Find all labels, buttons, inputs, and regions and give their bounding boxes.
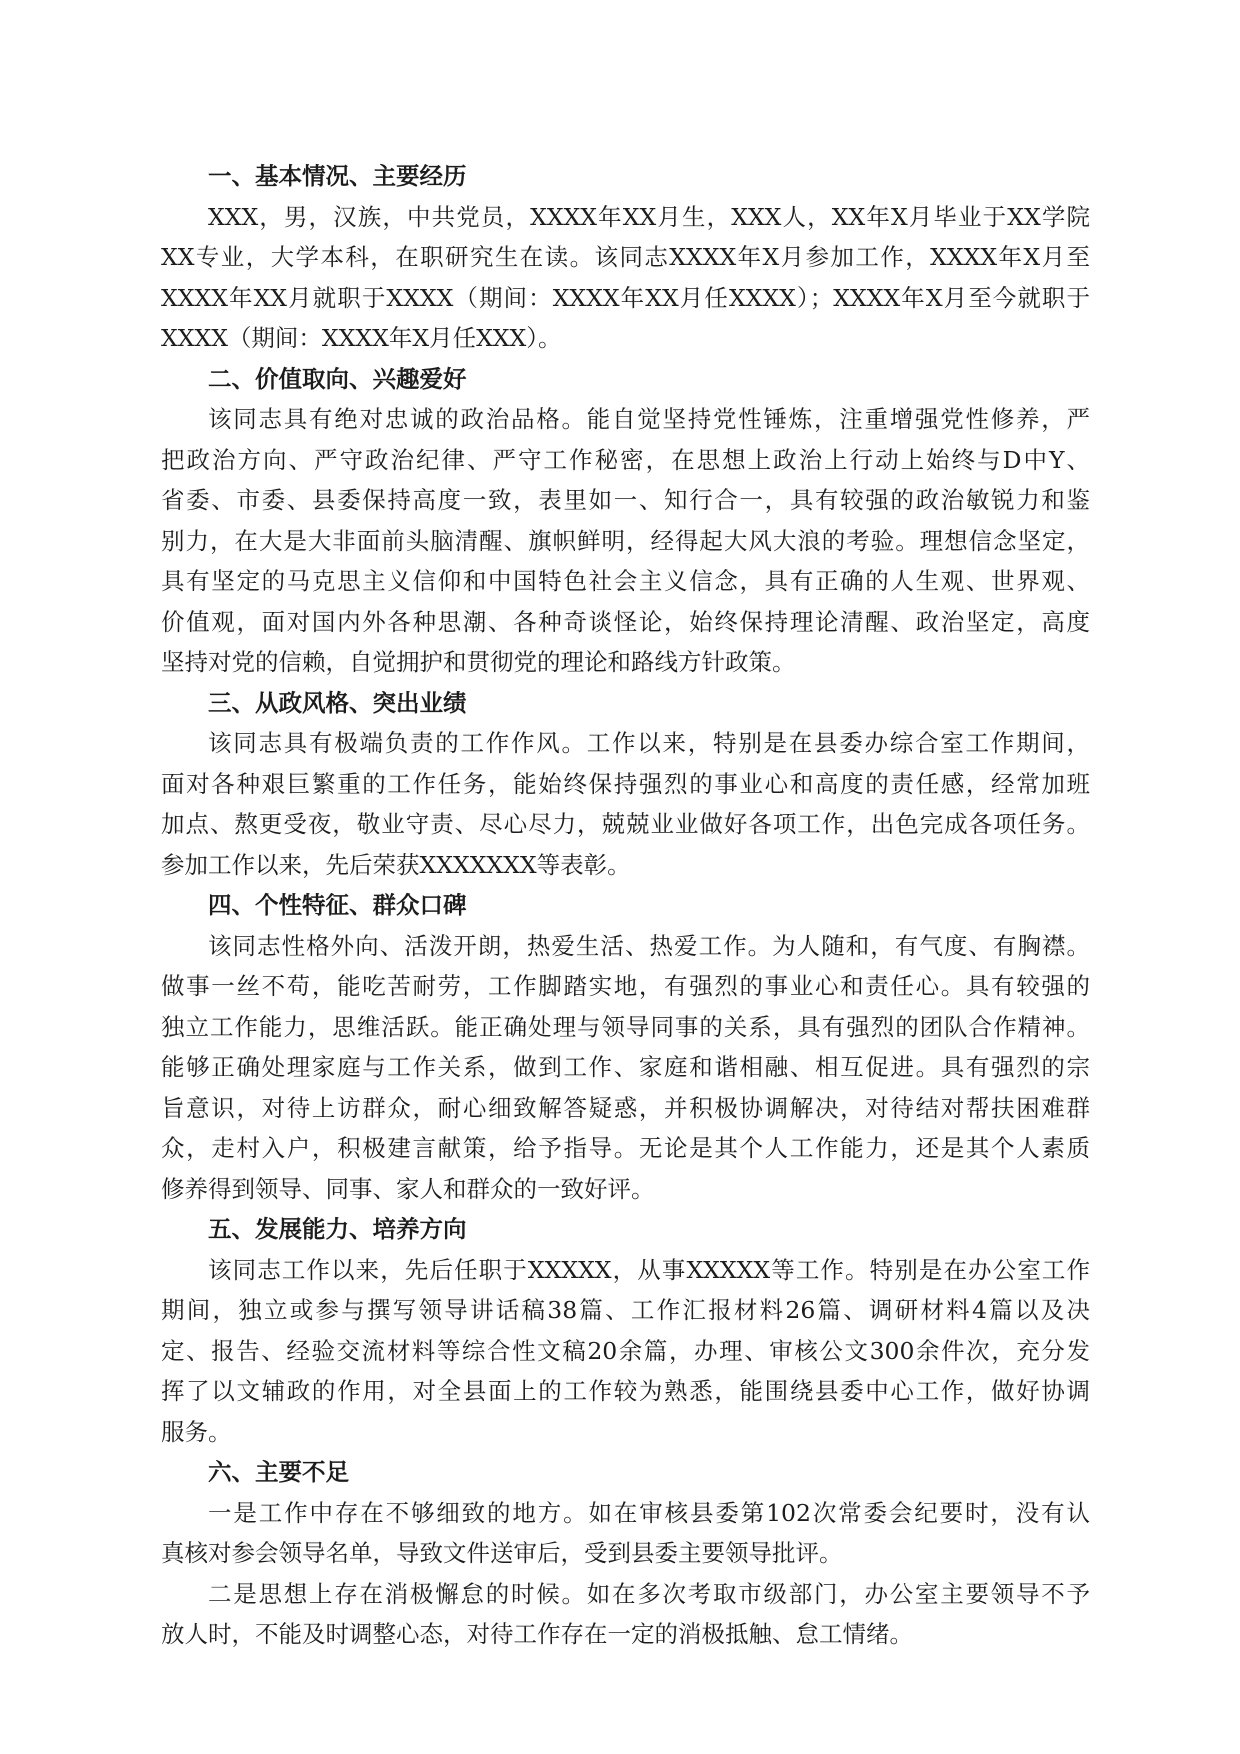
paragraph-line: 价值观，面对国内外各种思潮、各种奇谈怪论，始终保持理论清醒、政治坚定，高度 xyxy=(161,607,1090,636)
paragraph-line: 省委、市委、县委保持高度一致，表里如一、知行合一，具有较强的政治敏锐力和鉴 xyxy=(161,486,1090,514)
section-personality xyxy=(161,885,1090,1209)
paragraph-line: 加点、熬更受夜，敬业守责、尽心尽力，兢兢业业做好各项工作，出色完成各项任务。 xyxy=(161,810,1090,838)
section-development xyxy=(161,1209,1090,1452)
paragraph xyxy=(161,197,1090,359)
paragraph-line: 面对各种艰巨繁重的工作任务，能始终保持强烈的事业心和高度的责任感，经常加班 xyxy=(161,769,1090,798)
section-heading: 四、个性特征、群众口碑 xyxy=(208,891,467,919)
paragraph-line: 该同志工作以来，先后任职于XXXXX，从事XXXXX等工作。特别是在办公室工作 xyxy=(208,1255,1090,1284)
paragraph-line: 该同志具有绝对忠诚的政治品格。能自觉坚持党性锤炼，注重增强党性修养，严 xyxy=(208,405,1090,433)
paragraph-line: 该同志具有极端负责的工作作风。工作以来，特别是在县委办综合室工作期间， xyxy=(208,729,1090,757)
paragraph-line: 期间，独立或参与撰写领导讲话稿38篇、工作汇报材料26篇、调研材料4篇以及决 xyxy=(161,1296,1090,1324)
paragraph xyxy=(161,1574,1090,1655)
paragraph-line: XXXX（期间：XXXX年X月任XXX）。 xyxy=(161,324,562,352)
section-heading: 五、发展能力、培养方向 xyxy=(208,1215,467,1243)
paragraph xyxy=(161,1250,1090,1453)
paragraph-line: 众，走村入户，积极建言献策，给予指导。无论是其个人工作能力，还是其个人素质 xyxy=(161,1134,1090,1162)
paragraph-line: 二是思想上存在消极懈怠的时候。如在多次考取市级部门，办公室主要领导不予 xyxy=(208,1579,1090,1608)
section-heading: 三、从政风格、突出业绩 xyxy=(208,688,467,717)
paragraph-line: 坚持对党的信赖，自觉拥护和贯彻党的理论和路线方针政策。 xyxy=(161,648,796,676)
paragraph-line: XXXX年XX月就职于XXXX（期间：XXXX年XX月任XXXX）；XXXX年X月至今就职于 xyxy=(161,283,1090,312)
paragraph-line: 具有坚定的马克思主义信仰和中国特色社会主义信念，具有正确的人生观、世界观、 xyxy=(161,567,1090,595)
paragraph-line: 修养得到领导、同事、家人和群众的一致好评。 xyxy=(161,1174,655,1203)
section-heading: 二、价值取向、兴趣爱好 xyxy=(208,364,467,393)
paragraph-line: 放人时，不能及时调整心态，对待工作存在一定的消极抵触、怠工情绪。 xyxy=(161,1620,913,1648)
paragraph-line: 参加工作以来，先后荣获XXXXXXX等表彰。 xyxy=(161,850,631,879)
paragraph xyxy=(161,399,1090,683)
paragraph-line: XXX，男，汉族，中共党员，XXXX年XX月生，XXX人，XX年X月毕业于XX学院 xyxy=(208,202,1090,231)
section-heading: 六、主要不足 xyxy=(208,1458,349,1486)
paragraph-line: 该同志性格外向、活泼开朗，热爱生活、热爱工作。为人随和，有气度、有胸襟。 xyxy=(208,931,1090,960)
paragraph-line: 挥了以文辅政的作用，对全县面上的工作较为熟悉，能围绕县委中心工作，做好协调 xyxy=(161,1377,1090,1405)
paragraph-line: 真核对参会领导名单，导致文件送审后，受到县委主要领导批评。 xyxy=(161,1539,843,1567)
section-basic-info xyxy=(161,156,1090,359)
paragraph-line: 旨意识，对待上访群众，耐心细致解答疑惑，并积极协调解决，对待结对帮扶困难群 xyxy=(161,1093,1090,1122)
paragraph xyxy=(161,723,1090,885)
section-heading: 一、基本情况、主要经历 xyxy=(208,162,467,190)
paragraph-line: 把政治方向、严守政治纪律、严守工作秘密，在思想上政治上行动上始终与D中Y、 xyxy=(161,445,1090,474)
paragraph-line: 一是工作中存在不够细致的地方。如在审核县委第102次常委会纪要时，没有认 xyxy=(208,1498,1090,1527)
paragraph-line: 别力，在大是大非面前头脑清醒、旗帜鲜明，经得起大风大浪的考验。理想信念坚定， xyxy=(161,526,1090,555)
section-values-interests xyxy=(161,359,1090,683)
section-work-style xyxy=(161,683,1090,886)
paragraph-line: 服务。 xyxy=(161,1417,232,1446)
document-page xyxy=(161,156,1090,1655)
paragraph xyxy=(161,1493,1090,1574)
paragraph-line: 能够正确处理家庭与工作关系，做到工作、家庭和谐相融、相互促进。具有强烈的宗 xyxy=(161,1053,1090,1081)
paragraph-line: 定、报告、经验交流材料等综合性文稿20余篇，办理、审核公文300余件次，充分发 xyxy=(161,1336,1090,1365)
paragraph-line: 做事一丝不苟，能吃苦耐劳，工作脚踏实地，有强烈的事业心和责任心。具有较强的 xyxy=(161,972,1090,1000)
paragraph-line: XX专业，大学本科，在职研究生在读。该同志XXXX年X月参加工作，XXXX年X月至 xyxy=(161,243,1090,271)
section-shortcomings xyxy=(161,1452,1090,1655)
paragraph xyxy=(161,926,1090,1210)
paragraph-line: 独立工作能力，思维活跃。能正确处理与领导同事的关系，具有强烈的团队合作精神。 xyxy=(161,1012,1090,1041)
